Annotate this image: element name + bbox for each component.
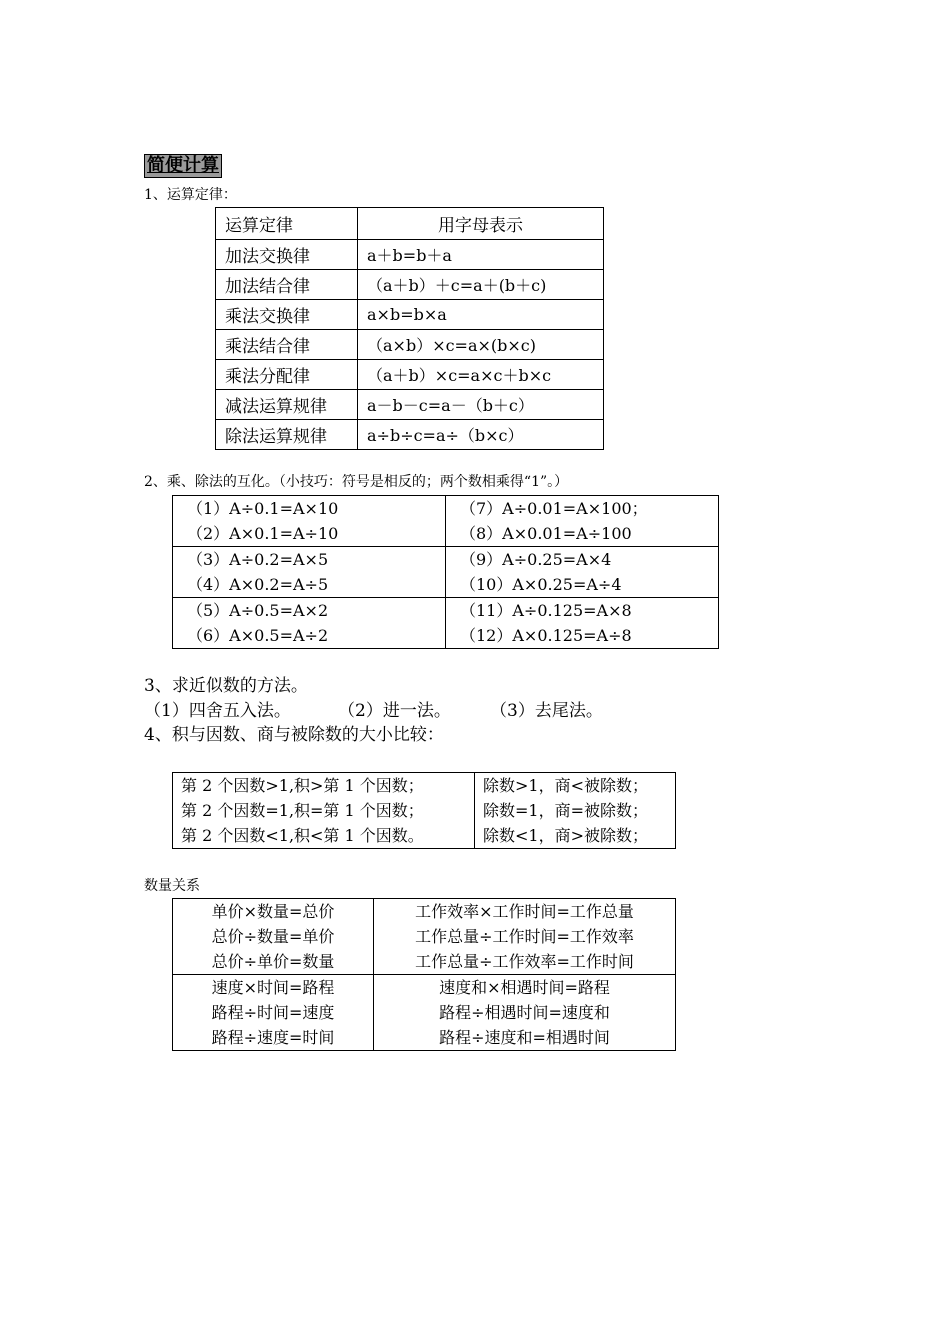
law-formula: （a＋b）＋c=a＋(b＋c) bbox=[358, 270, 604, 300]
comparison-cell-product bbox=[173, 773, 475, 849]
table-row bbox=[216, 420, 604, 450]
relation-item: 路程÷相遇时间=速度和 bbox=[439, 1003, 610, 1022]
conversion-cell bbox=[446, 547, 719, 598]
table-row bbox=[173, 773, 676, 849]
section5-heading: 数量关系 bbox=[144, 878, 200, 894]
comparison-item: 第 2 个因数>1,积>第 1 个因数； bbox=[181, 776, 424, 795]
comparison-item: 第 2 个因数=1,积=第 1 个因数； bbox=[181, 801, 424, 820]
law-formula: （a×b）×c=a×(b×c) bbox=[358, 330, 604, 360]
comparison-item: 第 2 个因数<1,积<第 1 个因数。 bbox=[181, 826, 424, 845]
conversion-item: （1）A÷0.1=A×10 bbox=[187, 499, 339, 518]
relation-item: 路程÷速度=时间 bbox=[211, 1028, 335, 1047]
table-row bbox=[216, 270, 604, 300]
relation-cell bbox=[173, 899, 374, 975]
conversion-item: （12）A×0.125=A÷8 bbox=[460, 626, 632, 645]
relation-cell bbox=[374, 975, 676, 1051]
conversion-item: （2）A×0.1=A÷10 bbox=[187, 524, 339, 543]
page-title: 简便计算 bbox=[144, 154, 222, 178]
conversion-item: （7）A÷0.01=A×100； bbox=[460, 499, 648, 518]
laws-header-formula: 用字母表示 bbox=[358, 208, 604, 240]
relation-cell bbox=[173, 975, 374, 1051]
law-name: 加法结合律 bbox=[216, 270, 358, 300]
conversion-cell bbox=[173, 547, 446, 598]
approx-method: （1）四舍五入法。 bbox=[144, 701, 291, 721]
relation-item: 工作效率×工作时间=工作总量 bbox=[415, 902, 634, 921]
table-row bbox=[173, 547, 719, 598]
approx-method: （2）进一法。 bbox=[338, 701, 451, 721]
table-row bbox=[216, 330, 604, 360]
table-row bbox=[173, 496, 719, 547]
table-row bbox=[173, 598, 719, 649]
law-name: 加法交换律 bbox=[216, 240, 358, 270]
law-formula: a×b=b×a bbox=[358, 300, 604, 330]
conversion-item: （11）A÷0.125=A×8 bbox=[460, 601, 632, 620]
table-row bbox=[216, 390, 604, 420]
law-formula: （a＋b）×c=a×c＋b×c bbox=[358, 360, 604, 390]
relation-item: 速度×时间=路程 bbox=[211, 978, 335, 997]
comparison-table bbox=[172, 772, 676, 849]
conversion-item: （9）A÷0.25=A×4 bbox=[460, 550, 612, 569]
law-formula: a－b－c=a－（b＋c） bbox=[358, 390, 604, 420]
law-name: 乘法交换律 bbox=[216, 300, 358, 330]
section1-heading: 1、运算定律： bbox=[144, 187, 237, 203]
law-name: 乘法分配律 bbox=[216, 360, 358, 390]
relation-item: 路程÷时间=速度 bbox=[211, 1003, 335, 1022]
law-name: 乘法结合律 bbox=[216, 330, 358, 360]
relation-item: 工作总量÷工作效率=工作时间 bbox=[415, 952, 634, 971]
comparison-cell-quotient bbox=[475, 773, 676, 849]
relation-item: 路程÷速度和=相遇时间 bbox=[439, 1028, 610, 1047]
conversion-cell bbox=[173, 598, 446, 649]
law-formula: a＋b=b＋a bbox=[358, 240, 604, 270]
conversion-item: （8）A×0.01=A÷100 bbox=[460, 524, 632, 543]
law-name: 减法运算规律 bbox=[216, 390, 358, 420]
conversion-item: （10）A×0.25=A÷4 bbox=[460, 575, 622, 594]
laws-header-law: 运算定律 bbox=[216, 208, 358, 240]
conversion-item: （4）A×0.2=A÷5 bbox=[187, 575, 329, 594]
table-row bbox=[173, 899, 676, 975]
relation-item: 总价÷数量=单价 bbox=[211, 927, 335, 946]
laws-header-row bbox=[216, 208, 604, 240]
conversion-cell bbox=[446, 598, 719, 649]
conversion-item: （3）A÷0.2=A×5 bbox=[187, 550, 329, 569]
comparison-item: 除数=1，商=被除数； bbox=[483, 801, 648, 820]
laws-table bbox=[215, 207, 604, 450]
law-name: 除法运算规律 bbox=[216, 420, 358, 450]
table-row bbox=[216, 300, 604, 330]
relation-item: 工作总量÷工作时间=工作效率 bbox=[415, 927, 634, 946]
conversion-item: （5）A÷0.5=A×2 bbox=[187, 601, 329, 620]
table-row bbox=[216, 360, 604, 390]
section3-heading: 3、求近似数的方法。 bbox=[144, 676, 308, 696]
relations-table bbox=[172, 898, 676, 1051]
conversion-table bbox=[172, 495, 719, 649]
comparison-item: 除数<1，商>被除数； bbox=[483, 826, 648, 845]
conversion-cell bbox=[173, 496, 446, 547]
conversion-item: （6）A×0.5=A÷2 bbox=[187, 626, 329, 645]
conversion-cell bbox=[446, 496, 719, 547]
relation-item: 总价÷单价=数量 bbox=[211, 952, 335, 971]
table-row bbox=[216, 240, 604, 270]
relation-item: 速度和×相遇时间=路程 bbox=[439, 978, 610, 997]
section4-heading: 4、积与因数、商与被除数的大小比较： bbox=[144, 725, 444, 745]
table-row bbox=[173, 975, 676, 1051]
comparison-item: 除数>1，商<被除数； bbox=[483, 776, 648, 795]
approx-method: （3）去尾法。 bbox=[490, 701, 603, 721]
law-formula: a÷b÷c=a÷（b×c） bbox=[358, 420, 604, 450]
relation-cell bbox=[374, 899, 676, 975]
relation-item: 单价×数量=总价 bbox=[211, 902, 335, 921]
section2-heading: 2、乘、除法的互化。（小技巧：符号是相反的；两个数相乘得“1”。） bbox=[144, 474, 569, 490]
